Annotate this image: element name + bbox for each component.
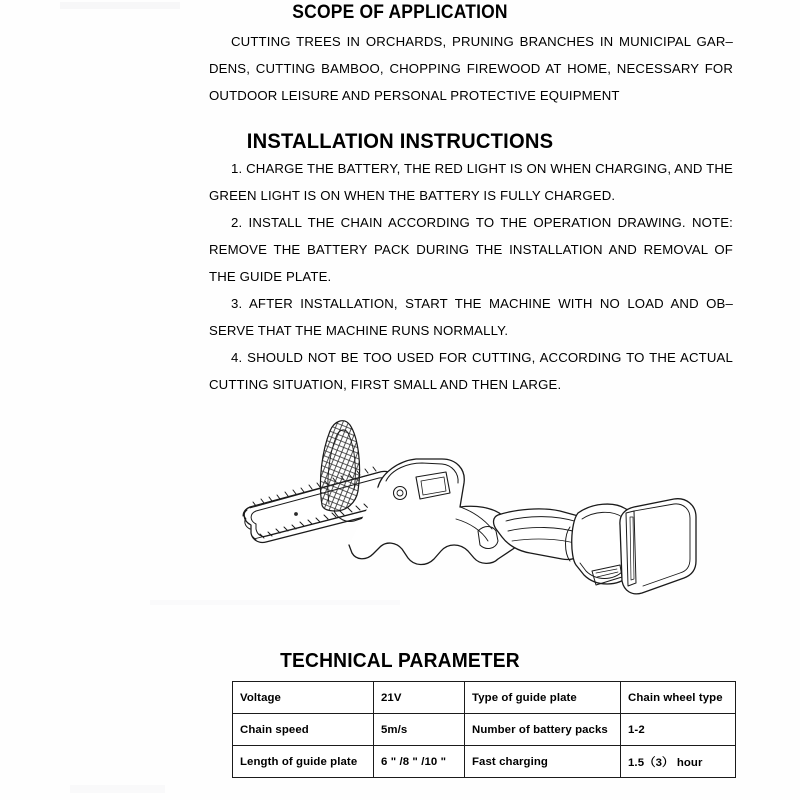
scan-artifact-bottom (70, 785, 165, 793)
param-label: Type of guide plate (465, 682, 621, 714)
chainsaw-illustration (230, 415, 710, 630)
param-value: 1-2 (621, 714, 736, 746)
chainsaw-line-art (230, 415, 710, 630)
installation-step-1-text: 1. CHARGE THE BATTERY, THE RED LIGHT IS ON WHEN CHARGING, AND THE GREEN LIGHT IS ON WHEN THE BATTERY IS FULLY CHARGED. (209, 161, 733, 203)
scope-of-application-heading: SCOPE OF APPLICATION (292, 2, 508, 23)
installation-step-3-text: 3. AFTER INSTALLATION, START THE MACHINE WITH NO LOAD AND OB–SERVE THAT THE MACHINE RUNS NORMALLY. (209, 296, 733, 338)
param-value: 5m/s (374, 714, 465, 746)
param-value: Chain wheel type (621, 682, 736, 714)
table-row (233, 714, 736, 746)
installation-step-4-text: 4. SHOULD NOT BE TOO USED FOR CUTTING, ACCORDING TO THE ACTUAL CUTTING SITUATION, FIRST SMALL AND THEN LARGE. (209, 350, 733, 392)
table-row (233, 746, 736, 778)
installation-instructions-heading: INSTALLATION INSTRUCTIONS (246, 130, 554, 153)
scope-of-application-body (209, 28, 733, 109)
installation-step-4 (209, 344, 733, 398)
param-label: Chain speed (233, 714, 374, 746)
param-value: 1.5（3） hour (621, 746, 736, 778)
table-row (233, 682, 736, 714)
param-value: 6 " /8 " /10 " (374, 746, 465, 778)
param-label: Length of guide plate (233, 746, 374, 778)
param-label: Voltage (233, 682, 374, 714)
technical-parameter-heading: TECHNICAL PARAMETER (280, 650, 520, 672)
param-label: Fast charging (465, 746, 621, 778)
technical-parameter-table (232, 681, 736, 778)
param-value: 21V (374, 682, 465, 714)
scope-paragraph: CUTTING TREES IN ORCHARDS, PRUNING BRANCHES IN MUNICIPAL GAR–DENS, CUTTING BAMBOO, CHOPPING FIREWOOD AT HOME, NECESSARY FOR OUTDOOR LEISURE AND PERSONAL PROTECTIVE EQUIPMENT (209, 34, 733, 103)
installation-step-1 (209, 155, 733, 209)
installation-step-3 (209, 290, 733, 344)
battery-pack (566, 499, 697, 594)
installation-step-2 (209, 209, 733, 290)
param-label: Number of battery packs (465, 714, 621, 746)
installation-step-2-text: 2. INSTALL THE CHAIN ACCORDING TO THE OPERATION DRAWING. NOTE: REMOVE THE BATTERY PACK DURING THE INSTALLATION AND REMOVAL OF THE GUIDE PLATE. (209, 215, 733, 284)
